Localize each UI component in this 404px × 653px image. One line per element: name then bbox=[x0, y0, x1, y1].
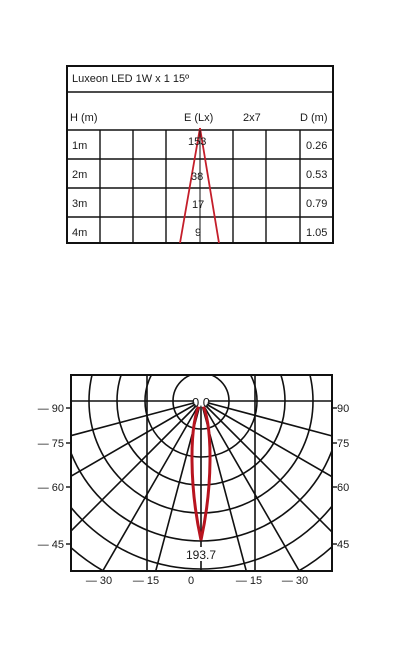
row-2-lux: 38 bbox=[191, 171, 204, 183]
left-angle-45: — 45 bbox=[37, 539, 64, 551]
peak-value: 193.7 bbox=[185, 548, 217, 562]
row-3-lux: 17 bbox=[192, 199, 205, 211]
row-1-diameter: 0.26 bbox=[306, 140, 328, 152]
bottom-label-left-15: — 15 bbox=[132, 575, 160, 587]
left-angle-60: — 60 bbox=[37, 482, 64, 494]
polar-diagram bbox=[0, 360, 404, 648]
bottom-label-right-15: — 15 bbox=[235, 575, 263, 587]
row-2-height: 2m bbox=[72, 169, 88, 181]
right-angle-45: 45 bbox=[337, 539, 350, 551]
row-1-height: 1m bbox=[72, 140, 88, 152]
photometric-table bbox=[0, 0, 404, 300]
row-4-lux: 9 bbox=[195, 227, 202, 239]
polar-diagram-svg bbox=[0, 360, 404, 648]
right-angle-90: 90 bbox=[337, 403, 350, 415]
photometric-table-svg bbox=[0, 0, 404, 300]
header-config: 2x7 bbox=[243, 112, 261, 124]
header-illuminance: E (Lx) bbox=[184, 112, 214, 124]
bottom-label-left-30: — 30 bbox=[85, 575, 113, 587]
right-angle-60: 60 bbox=[337, 482, 350, 494]
row-3-height: 3m bbox=[72, 198, 88, 210]
right-angle-75: 75 bbox=[337, 438, 350, 450]
center-value: 0.0 bbox=[191, 395, 211, 410]
row-3-diameter: 0.79 bbox=[306, 198, 328, 210]
row-2-diameter: 0.53 bbox=[306, 169, 328, 181]
left-angle-75: — 75 bbox=[37, 438, 64, 450]
header-height: H (m) bbox=[70, 112, 98, 124]
row-4-diameter: 1.05 bbox=[306, 227, 328, 239]
table-title: Luxeon LED 1W x 1 15º bbox=[72, 73, 190, 85]
row-4-height: 4m bbox=[72, 227, 88, 239]
bottom-label-zero: 0 bbox=[187, 575, 195, 587]
header-diameter: D (m) bbox=[300, 112, 328, 124]
row-1-lux: 153 bbox=[188, 136, 207, 148]
bottom-label-right-30: — 30 bbox=[281, 575, 309, 587]
left-angle-90: — 90 bbox=[37, 403, 64, 415]
